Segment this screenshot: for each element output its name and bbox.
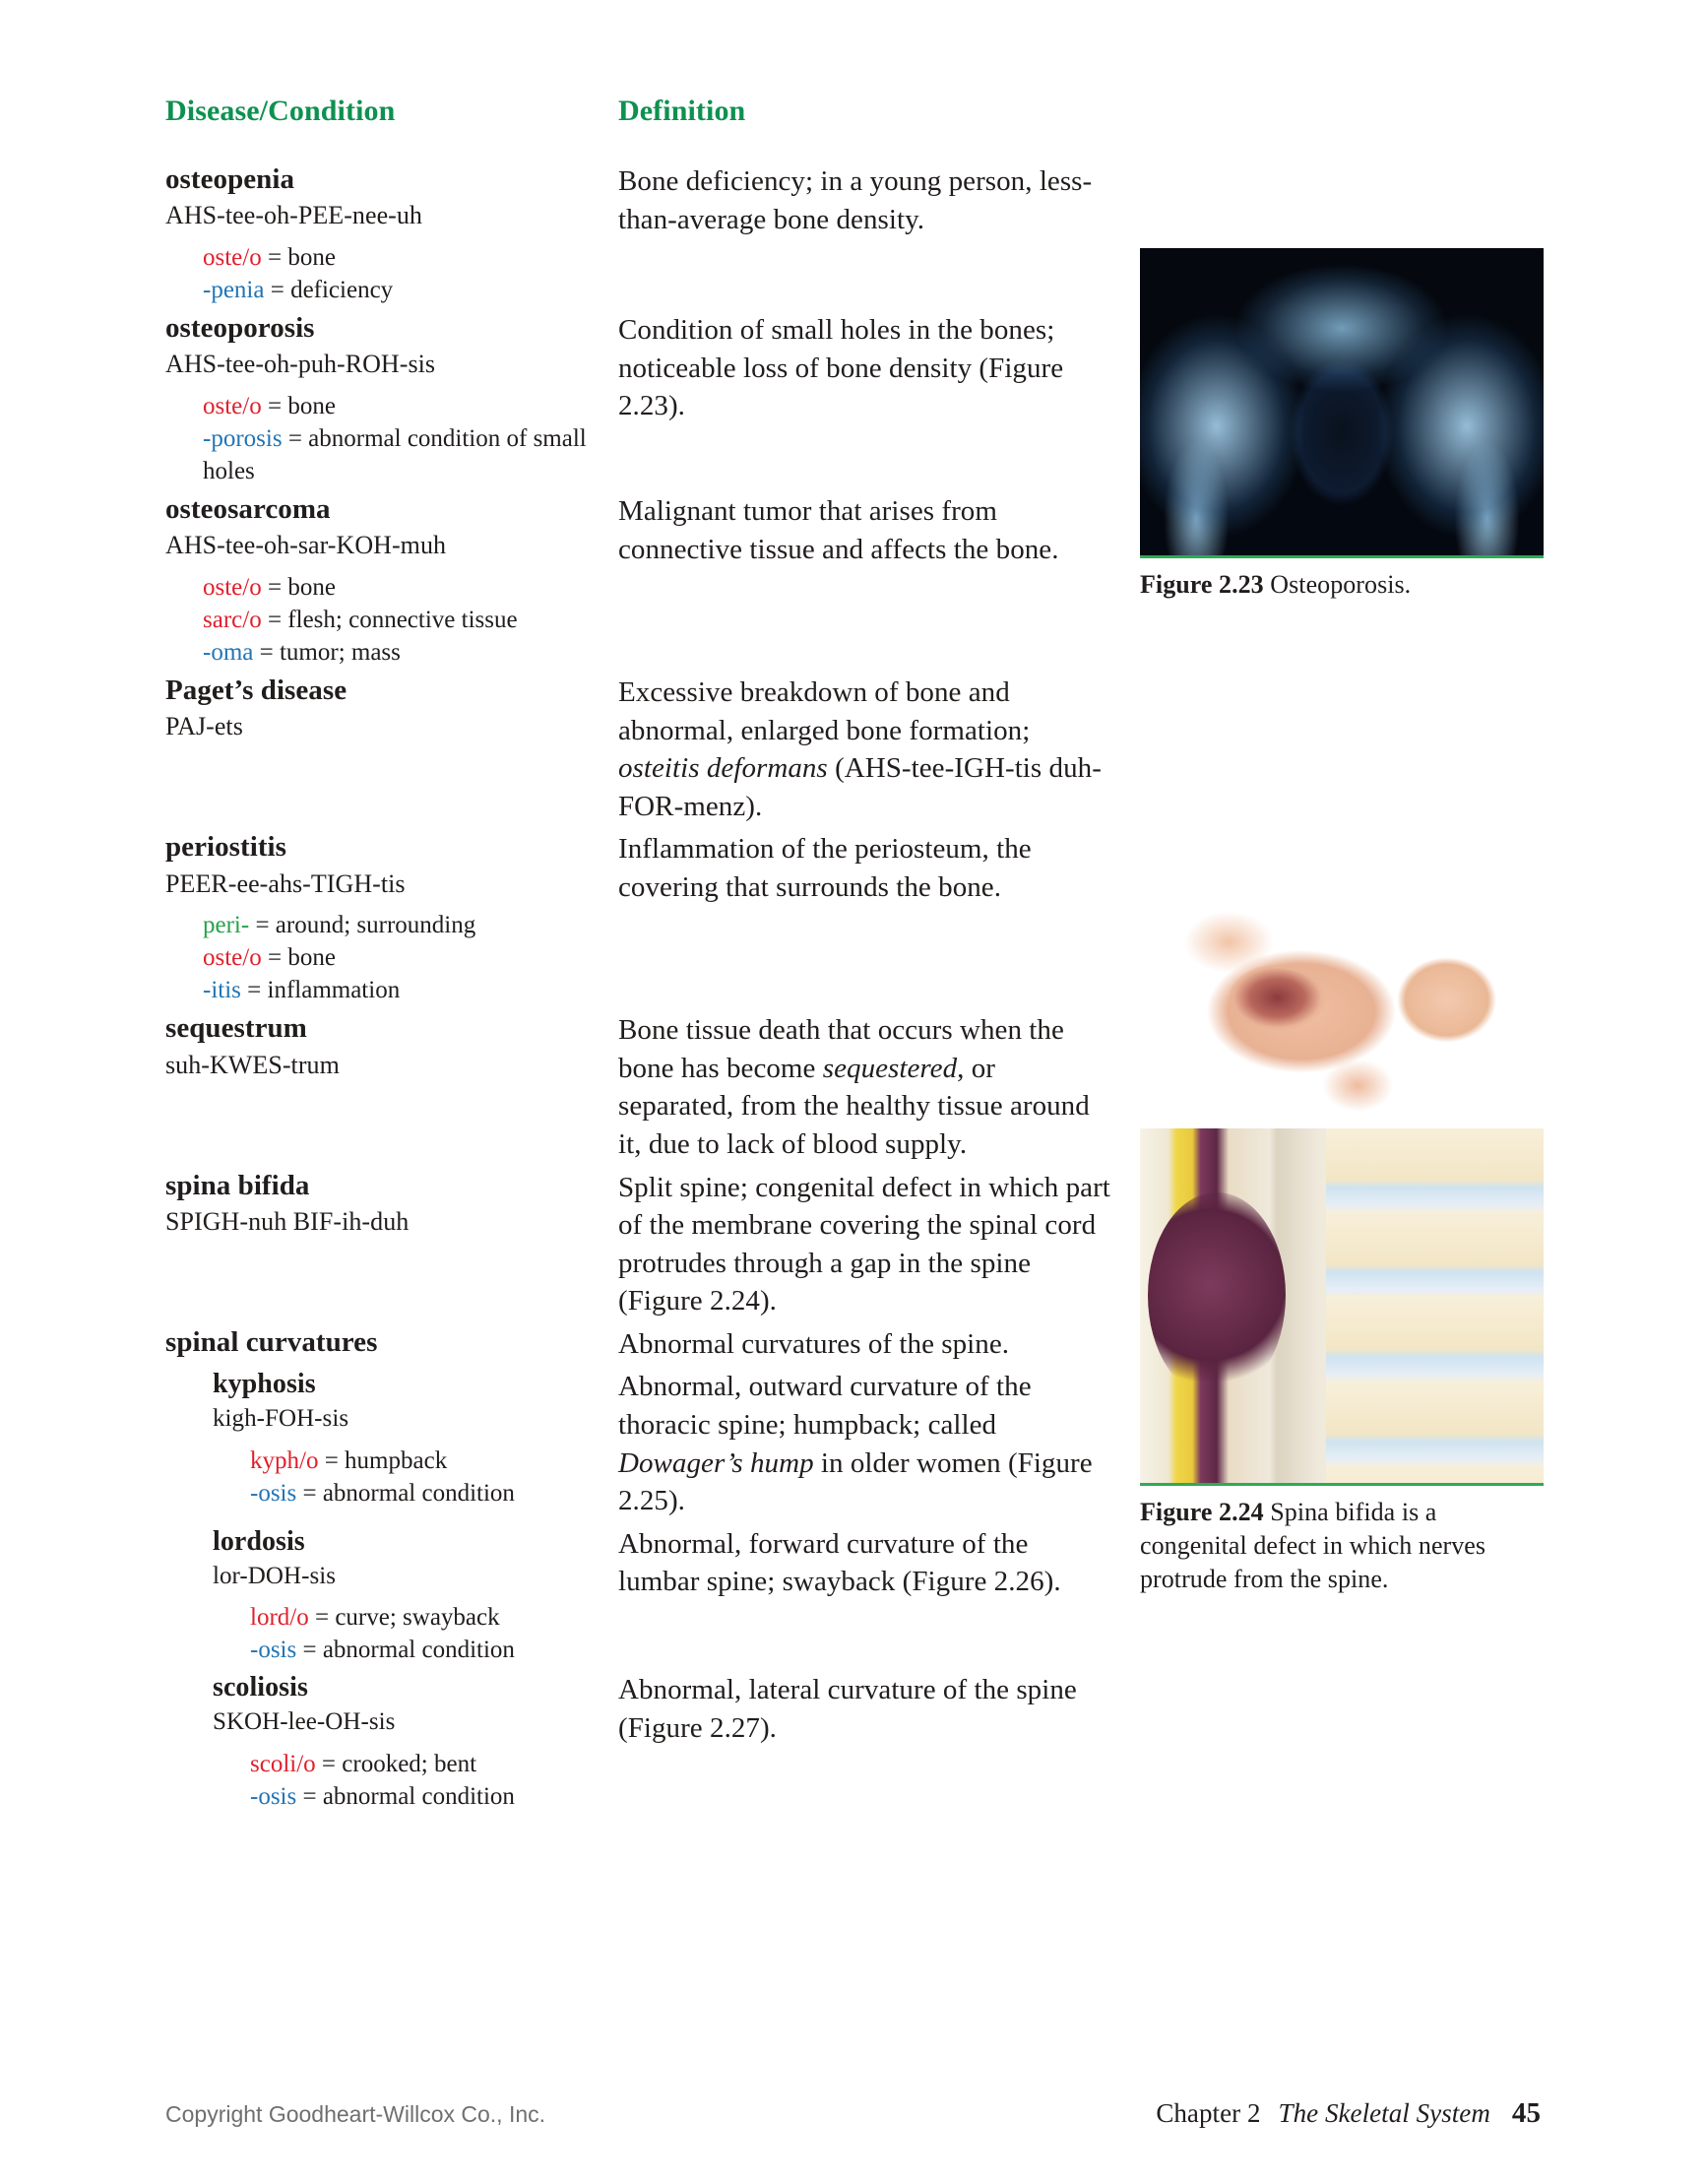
definition-cell bbox=[618, 1325, 1110, 1364]
figure-2-24-caption bbox=[1140, 1496, 1544, 1595]
word-parts-list bbox=[250, 1601, 618, 1666]
figure-2-24-caption-text: Spina bifida is a congenital defect in which nerves protrude from the spine. bbox=[1140, 1498, 1486, 1593]
definition-text: Inflammation of the periosteum, the covering that surrounds the bone. bbox=[618, 833, 1032, 903]
word-part-meaning: = abnormal condition bbox=[296, 1637, 515, 1664]
definition-cell bbox=[618, 1169, 1110, 1320]
word-part-root: oste/o bbox=[203, 244, 262, 272]
definition-cell bbox=[618, 162, 1110, 238]
infant-spina-bifida-image bbox=[1140, 891, 1544, 1123]
word-part bbox=[203, 941, 618, 974]
term-cell bbox=[165, 311, 618, 487]
word-part-meaning: = bone bbox=[261, 944, 336, 972]
pelvis-xray-image bbox=[1140, 248, 1544, 555]
page-number: 45 bbox=[1511, 2097, 1541, 2129]
definition-text-italic: osteitis deformans bbox=[618, 752, 828, 785]
header-disease-condition: Disease/Condition bbox=[165, 95, 396, 127]
word-part-meaning: = tumor; mass bbox=[253, 639, 401, 667]
word-part-meaning: = curve; swayback bbox=[308, 1604, 500, 1632]
word-part-meaning: = deficiency bbox=[264, 277, 394, 304]
word-part-root: lord/o bbox=[250, 1604, 309, 1632]
word-part bbox=[203, 974, 618, 1006]
term-cell bbox=[165, 1325, 618, 1359]
term-cell bbox=[165, 162, 618, 306]
term-name: spina bifida bbox=[165, 1169, 310, 1201]
figure-2-23-number: Figure 2.23 bbox=[1140, 570, 1264, 599]
word-part-root: oste/o bbox=[203, 393, 262, 420]
spine-cross-section-image bbox=[1140, 1128, 1544, 1483]
term-pronunciation: AHS-tee-oh-PEE-nee-uh bbox=[165, 201, 422, 230]
footer-book-part: The Skeletal System bbox=[1278, 2098, 1490, 2128]
word-part bbox=[203, 636, 618, 669]
term-name: lordosis bbox=[213, 1525, 305, 1557]
definition-cell bbox=[618, 1011, 1110, 1163]
table-header-row bbox=[165, 95, 1544, 127]
word-part-meaning: = bone bbox=[261, 244, 336, 272]
definition-text: Split spine; congenital defect in which part of the membrane covering the spinal cord protrudes through a gap in the spine (Figure 2.24). bbox=[618, 1171, 1110, 1317]
term-pronunciation: SPIGH-nuh BIF-ih-duh bbox=[165, 1206, 410, 1236]
word-part bbox=[203, 909, 618, 941]
word-part-meaning: = crooked; bent bbox=[315, 1750, 477, 1777]
definition-text: Abnormal, lateral curvature of the spine (Figure 2.27). bbox=[618, 1674, 1077, 1744]
header-definition: Definition bbox=[618, 95, 746, 127]
definition-cell bbox=[618, 1368, 1110, 1519]
term-name: spinal curvatures bbox=[165, 1325, 378, 1358]
definition-cell bbox=[618, 830, 1110, 906]
definition-text-post: in older women (Figure 2.25). bbox=[618, 1446, 1093, 1517]
term-cell bbox=[165, 1011, 618, 1081]
definition-text: Bone deficiency; in a young person, less-than-average bone density. bbox=[618, 165, 1093, 235]
word-part-suffix: -osis bbox=[250, 1637, 297, 1664]
term-name: sequestrum bbox=[165, 1012, 307, 1045]
definition-text-post: (AHS-tee-IGH-tis duh-FOR-menz). bbox=[618, 752, 1102, 822]
figure-rule bbox=[1140, 1483, 1544, 1486]
word-parts-list bbox=[203, 241, 618, 306]
term-cell bbox=[165, 830, 618, 1006]
definition-text-pre: Abnormal, outward curvature of the thoracic spine; humpback; called bbox=[618, 1371, 1032, 1441]
word-part bbox=[203, 571, 618, 604]
definition-text: Condition of small holes in the bones; noticeable loss of bone density (Figure 2.23). bbox=[618, 314, 1064, 422]
word-part-suffix: -osis bbox=[250, 1782, 297, 1810]
word-part-meaning: = bone bbox=[261, 574, 336, 602]
word-part-root: oste/o bbox=[203, 574, 262, 602]
definition-text-pre: Excessive breakdown of bone and abnormal, enlarged bone formation; bbox=[618, 676, 1031, 746]
term-name: osteoporosis bbox=[165, 312, 315, 345]
term-cell bbox=[165, 1169, 618, 1239]
term-entry-row bbox=[165, 674, 1544, 825]
word-parts-list bbox=[250, 1445, 618, 1510]
word-part bbox=[203, 274, 618, 306]
term-pronunciation: PAJ-ets bbox=[165, 712, 243, 741]
definition-text: Abnormal curvatures of the spine. bbox=[618, 1327, 1010, 1360]
word-part bbox=[250, 1601, 618, 1634]
term-entry-row bbox=[165, 1671, 1544, 1813]
term-name: Paget’s disease bbox=[165, 674, 348, 707]
word-part-root: sarc/o bbox=[203, 607, 262, 634]
word-part-suffix: -oma bbox=[203, 639, 254, 667]
word-part-meaning: = humpback bbox=[318, 1446, 448, 1474]
word-part-meaning: = around; surrounding bbox=[249, 912, 476, 939]
word-part-suffix: -osis bbox=[250, 1479, 297, 1507]
term-pronunciation: suh-KWES-trum bbox=[165, 1050, 340, 1079]
word-part bbox=[250, 1748, 618, 1780]
term-pronunciation: lor-DOH-sis bbox=[213, 1562, 337, 1589]
term-cell bbox=[165, 1368, 618, 1510]
word-parts-list bbox=[203, 390, 618, 487]
term-pronunciation: kigh-FOH-sis bbox=[213, 1405, 349, 1433]
word-part bbox=[250, 1634, 618, 1666]
figure-2-23-caption bbox=[1140, 568, 1544, 602]
figure-2-23-caption-text: Osteoporosis. bbox=[1270, 570, 1412, 599]
term-name: osteosarcoma bbox=[165, 493, 331, 526]
definition-cell bbox=[618, 492, 1110, 568]
word-part-root: kyph/o bbox=[250, 1446, 319, 1474]
word-part-suffix: -itis bbox=[203, 977, 241, 1004]
term-cell bbox=[165, 1525, 618, 1667]
word-part-suffix: -porosis bbox=[203, 425, 283, 453]
word-part-meaning: = flesh; connective tissue bbox=[261, 607, 518, 634]
term-cell bbox=[165, 1671, 618, 1813]
term-name: kyphosis bbox=[213, 1369, 316, 1400]
term-pronunciation: SKOH-lee-OH-sis bbox=[213, 1708, 396, 1736]
page-footer bbox=[165, 2097, 1541, 2130]
term-name: scoliosis bbox=[213, 1672, 308, 1703]
definition-text: Abnormal, forward curvature of the lumbar spine; swayback (Figure 2.26). bbox=[618, 1527, 1061, 1598]
word-part bbox=[203, 241, 618, 274]
figure-2-23 bbox=[1140, 248, 1544, 602]
definition-cell bbox=[618, 1525, 1110, 1601]
definition-text-italic: sequestered bbox=[822, 1052, 958, 1084]
copyright-notice: Copyright Goodheart-Willcox Co., Inc. bbox=[165, 2101, 546, 2127]
word-part bbox=[203, 604, 618, 636]
word-part bbox=[250, 1477, 618, 1510]
term-cell bbox=[165, 674, 618, 743]
footer-chapter-info bbox=[1156, 2097, 1541, 2130]
word-part-root: scoli/o bbox=[250, 1750, 316, 1777]
term-pronunciation: PEER-ee-ahs-TIGH-tis bbox=[165, 868, 406, 898]
word-part-root: oste/o bbox=[203, 944, 262, 972]
word-part bbox=[203, 390, 618, 422]
figure-2-24 bbox=[1140, 891, 1544, 1595]
term-pronunciation: AHS-tee-oh-sar-KOH-muh bbox=[165, 531, 447, 560]
word-part bbox=[250, 1445, 618, 1477]
word-part-meaning: = bone bbox=[261, 393, 336, 420]
figure-2-24-number: Figure 2.24 bbox=[1140, 1498, 1264, 1526]
definition-text-post: , or separated, from the healthy tissue around it, due to lack of blood supply. bbox=[618, 1052, 1090, 1160]
definition-cell bbox=[618, 1671, 1110, 1747]
word-part-prefix: peri- bbox=[203, 912, 250, 939]
term-pronunciation: AHS-tee-oh-puh-ROH-sis bbox=[165, 350, 436, 379]
word-part-meaning: = abnormal condition of small holes bbox=[203, 425, 587, 485]
definition-text-pre: Bone tissue death that occurs when the bone has become bbox=[618, 1014, 1064, 1084]
definition-text-italic: Dowager’s hump bbox=[618, 1446, 814, 1479]
word-parts-list bbox=[203, 571, 618, 669]
footer-chapter-label: Chapter 2 bbox=[1156, 2098, 1261, 2128]
word-part-meaning: = inflammation bbox=[240, 977, 401, 1004]
definition-cell bbox=[618, 674, 1110, 825]
word-part bbox=[250, 1780, 618, 1813]
word-part-suffix: -penia bbox=[203, 277, 265, 304]
term-name: periostitis bbox=[165, 831, 286, 864]
word-part bbox=[203, 422, 618, 487]
term-name: osteopenia bbox=[165, 163, 294, 195]
word-parts-list bbox=[203, 909, 618, 1006]
term-cell bbox=[165, 492, 618, 669]
definition-cell bbox=[618, 311, 1110, 425]
word-part-meaning: = abnormal condition bbox=[296, 1782, 515, 1810]
word-part-meaning: = abnormal condition bbox=[296, 1479, 515, 1507]
word-parts-list bbox=[250, 1748, 618, 1813]
definition-text: Malignant tumor that arises from connective tissue and affects the bone. bbox=[618, 495, 1059, 565]
figure-rule bbox=[1140, 555, 1544, 558]
